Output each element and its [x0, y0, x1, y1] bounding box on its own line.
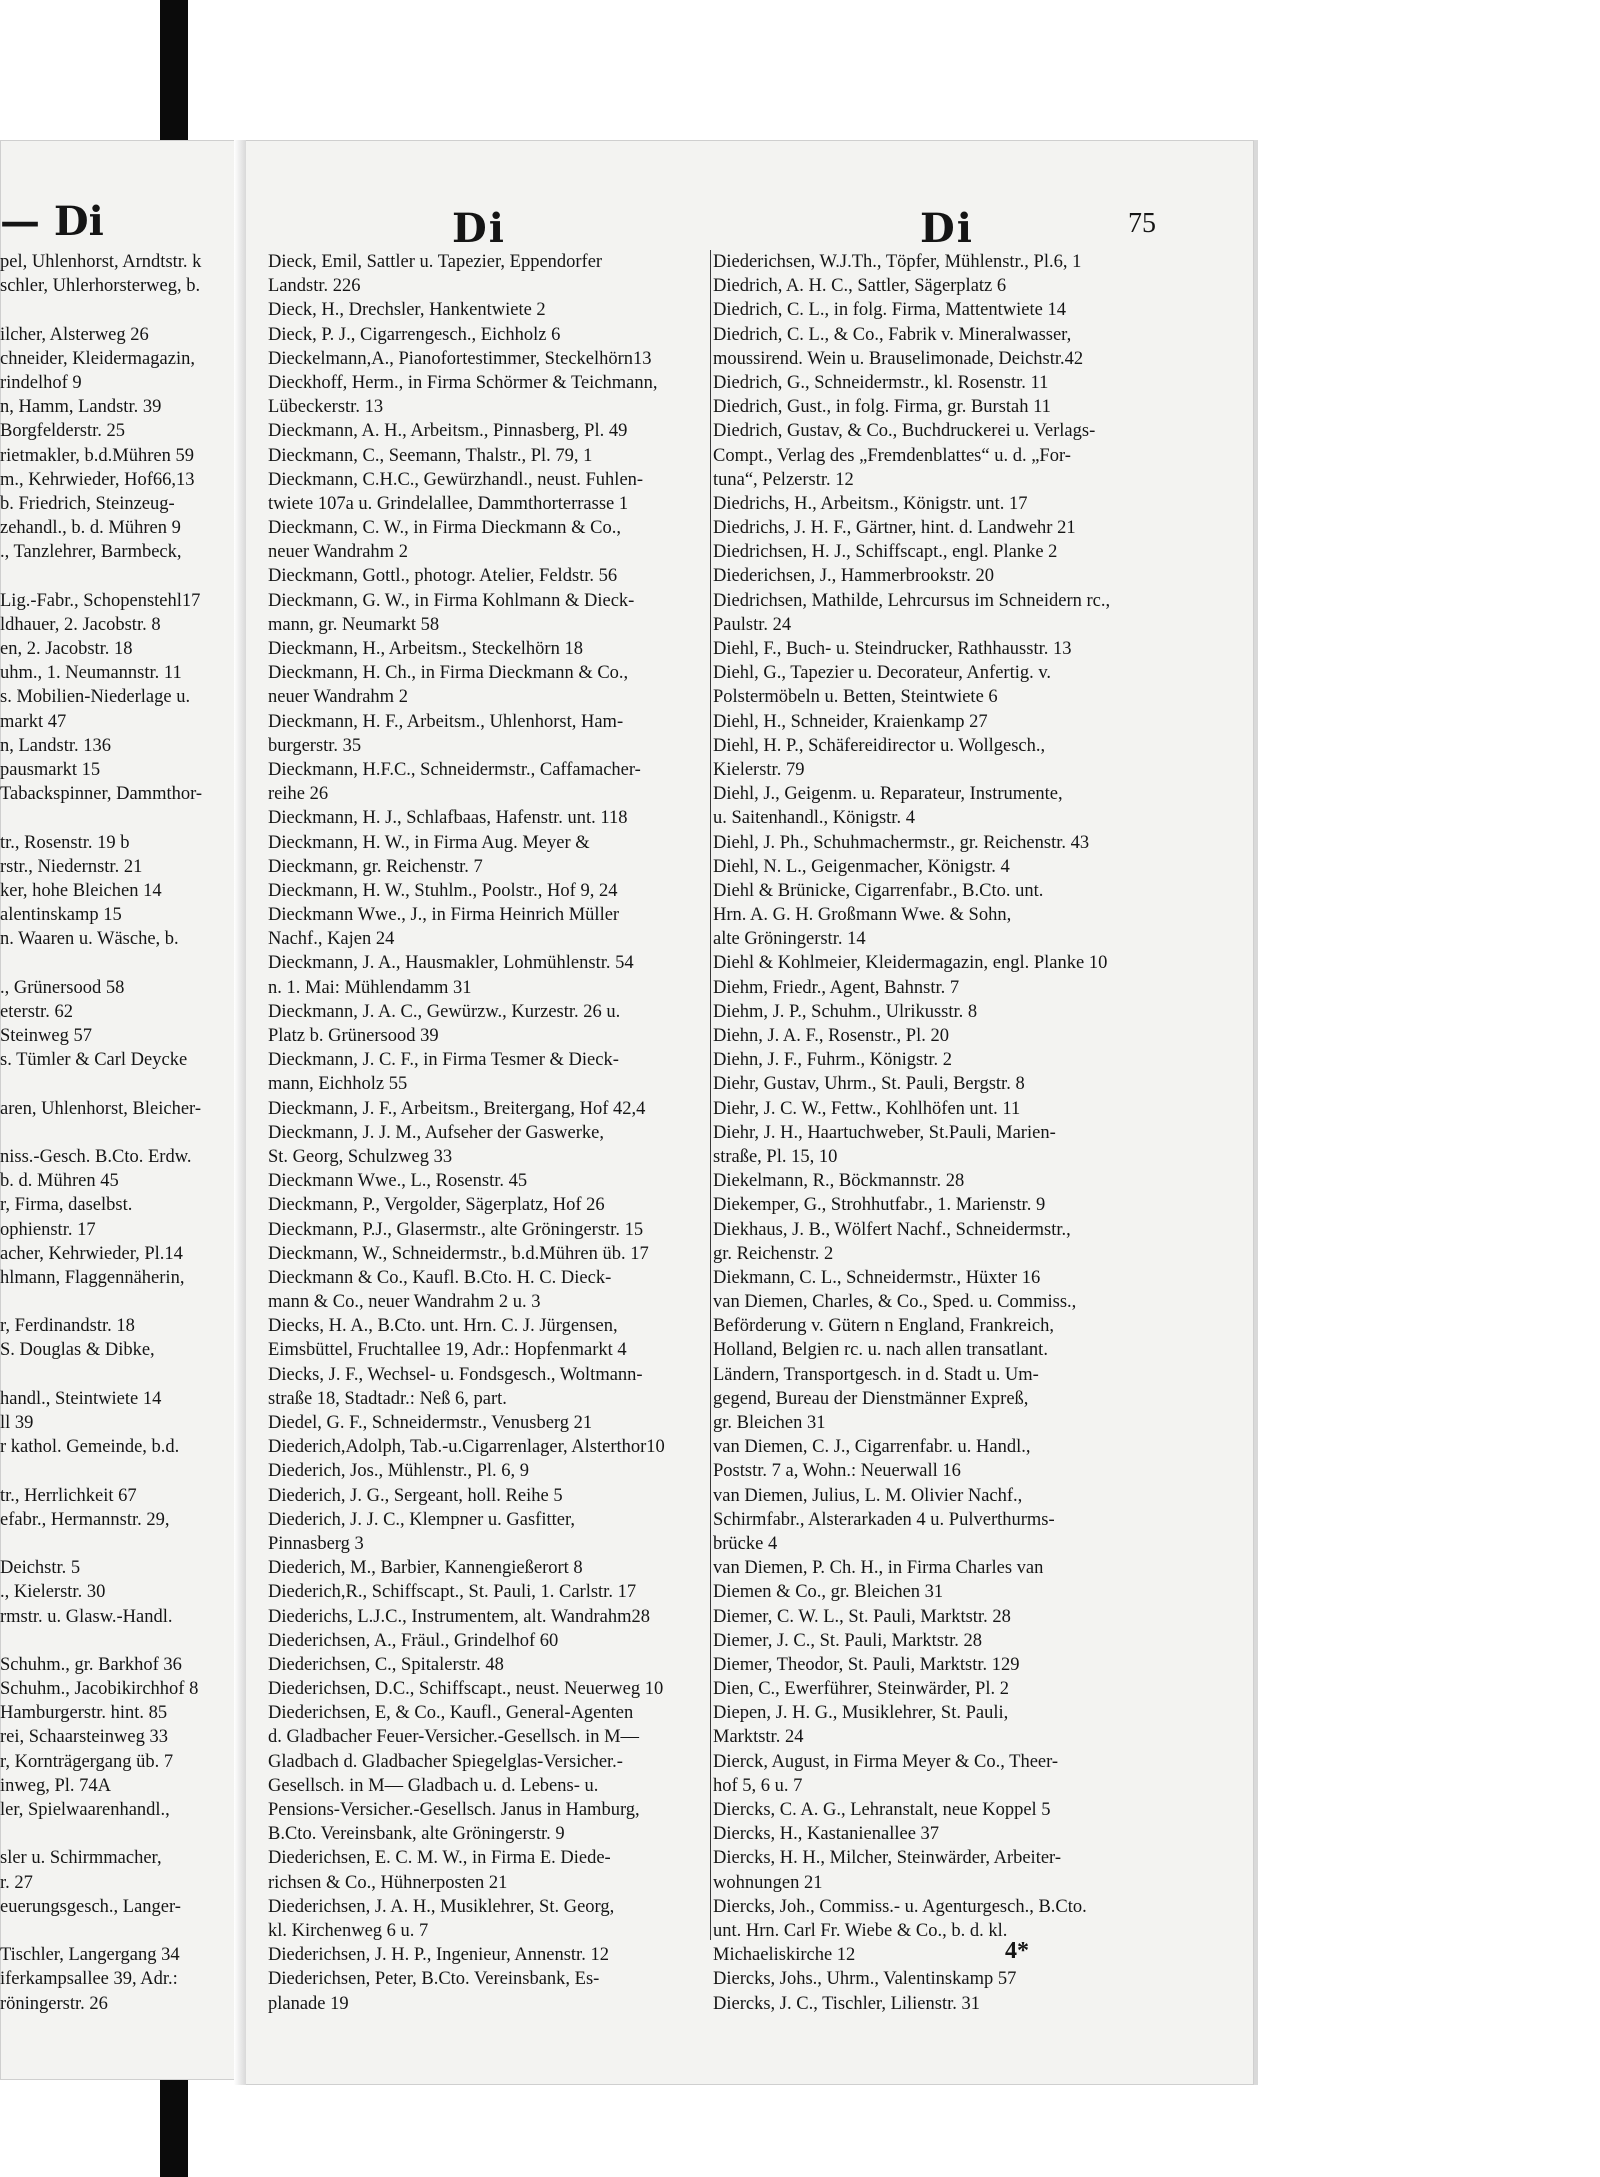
- directory-entry-line: ldhauer, 2. Jacobstr. 8: [0, 614, 161, 635]
- directory-entry-line: Diederichsen, A., Fräul., Grindelhof 60: [268, 1630, 559, 1651]
- directory-entry-line: acher, Kehrwieder, Pl.14: [0, 1243, 183, 1264]
- directory-entry-line: Poststr. 7 a, Wohn.: Neuerwall 16: [713, 1461, 961, 1482]
- directory-entry-line: Diederichsen, J. H. P., Ingenieur, Annenstr. 12: [268, 1945, 609, 1966]
- directory-entry-line: Gladbach d. Gladbacher Spiegelglas-Versicher.-: [268, 1751, 623, 1772]
- directory-entry-line: Dieckmann, gr. Reichenstr. 7: [268, 856, 483, 877]
- directory-entry-line: Beförderung v. Gütern n England, Frankreich,: [713, 1316, 1054, 1337]
- directory-entry-line: Dieckelmann,A., Pianofortestimmer, Steckelhörn13: [268, 348, 652, 369]
- directory-entry-line: Compt., Verlag des „Fremdenblattes“ u. d. „For-: [713, 445, 1071, 466]
- directory-entry-line: Diemer, C. W. L., St. Pauli, Marktstr. 28: [713, 1606, 1011, 1627]
- directory-entry-line: aren, Uhlenhorst, Bleicher-: [0, 1098, 201, 1119]
- directory-entry-line: m., Kehrwieder, Hof66,13: [0, 469, 195, 490]
- directory-entry-line: Diehm, Friedr., Agent, Bahnstr. 7: [713, 977, 960, 998]
- directory-entry-line: Dieckmann, J. F., Arbeitsm., Breitergang, Hof 42,4: [268, 1098, 646, 1119]
- directory-entry-line: Diedrichsen, Mathilde, Lehrcursus im Schneidern rc.,: [713, 590, 1111, 611]
- directory-entry-line: Diercks, H. H., Milcher, Steinwärder, Arbeiter-: [713, 1848, 1061, 1869]
- directory-entry-line: Diehl, G., Tapezier u. Decorateur, Anfertig. v.: [713, 663, 1052, 684]
- directory-entry-line: B.Cto. Vereinsbank, alte Gröningerstr. 9: [268, 1824, 565, 1845]
- directory-entry-line: Diedrich, C. L., in folg. Firma, Mattentwiete 14: [713, 300, 1066, 321]
- directory-entry-line: Diehl & Brünicke, Cigarrenfabr., B.Cto. unt.: [713, 880, 1044, 901]
- directory-entry-line: Dien, C., Ewerführer, Steinwärder, Pl. 2: [713, 1679, 1009, 1700]
- directory-entry-line: n, Hamm, Landstr. 39: [0, 397, 162, 418]
- directory-entry-line: zehandl., b. d. Mühren 9: [0, 518, 181, 539]
- directory-entry-line: Diecks, J. F., Wechsel- u. Fondsgesch., Woltmann-: [268, 1364, 643, 1385]
- directory-entry-line: Diercks, J. C., Tischler, Lilienstr. 31: [713, 1993, 980, 2014]
- directory-entry-line: d. Gladbacher Feuer-Versicher.-Gesellsch. in M—: [268, 1727, 640, 1748]
- directory-entry-line: wohnungen 21: [713, 1872, 823, 1893]
- directory-entry-line: euerungsgesch., Langer-: [0, 1896, 181, 1917]
- directory-entry-line: Diederichsen, E. C. M. W., in Firma E. Diede-: [268, 1848, 611, 1869]
- directory-entry-line: pel, Uhlenhorst, Arndtstr. k: [0, 252, 202, 272]
- directory-entry-line: Dieckmann, J. J. M., Aufseher der Gaswerke,: [268, 1122, 604, 1143]
- right-running-head: Di: [920, 205, 974, 252]
- directory-entry-line: Dieckmann, J. A. C., Gewürzw., Kurzestr. 26 u.: [268, 1001, 621, 1022]
- directory-entry-line: schler, Uhlerhorsterweg, b.: [0, 276, 201, 297]
- directory-entry-line: [0, 1919, 208, 1943]
- directory-entry-line: Michaeliskirche 12: [713, 1945, 856, 1966]
- directory-entry-line: mann & Co., neuer Wandrahm 2 u. 3: [268, 1292, 541, 1313]
- directory-entry-line: Diepen, J. H. G., Musiklehrer, St. Pauli,: [713, 1703, 1009, 1724]
- directory-entry-line: Dieckmann & Co., Kaufl. B.Cto. H. C. Dieck-: [268, 1267, 612, 1288]
- directory-entry-line: van Diemen, P. Ch. H., in Firma Charles van: [713, 1558, 1044, 1579]
- directory-entry-line: Dieckmann, H. F., Arbeitsm., Uhlenhorst, Ham-: [268, 711, 624, 732]
- directory-entry-line: Diederichsen, Peter, B.Cto. Vereinsbank, Es-: [268, 1969, 600, 1990]
- directory-entry-line: Dieckmann, H. Ch., in Firma Dieckmann & Co.,: [268, 663, 629, 684]
- directory-entry-line: Pensions-Versicher.-Gesellsch. Janus in Hamburg,: [268, 1800, 640, 1820]
- directory-entry-line: twiete 107a u. Grindelallee, Dammthorterrasse 1: [268, 493, 629, 514]
- directory-entry-line: S. Douglas & Dibke,: [0, 1340, 155, 1361]
- directory-entry-line: Dieckmann, H. J., Schlafbaas, Hafenstr. unt. 118: [268, 808, 628, 829]
- directory-entry-line: gr. Reichenstr. 2: [713, 1243, 834, 1264]
- directory-entry-line: Tabackspinner, Dammthor-: [0, 784, 203, 805]
- directory-entry-line: van Diemen, Charles, & Co., Sped. u. Commiss.,: [713, 1292, 1077, 1313]
- directory-entry-line: r, Kornträgergang üb. 7: [0, 1751, 174, 1772]
- page-number: 75: [1128, 208, 1156, 239]
- directory-entry-line: Dieckmann, H.F.C., Schneidermstr., Caffamacher-: [268, 759, 641, 780]
- directory-entry-line: inweg, Pl. 74A: [0, 1775, 111, 1796]
- directory-entry-line: Dieckmann, C., Seemann, Thalstr., Pl. 79, 1: [268, 445, 593, 466]
- directory-entry-line: hof 5, 6 u. 7: [713, 1775, 803, 1796]
- directory-entry-line: ll 39: [0, 1413, 34, 1433]
- directory-entry-line: richsen & Co., Hühnerposten 21: [268, 1872, 508, 1893]
- directory-entry-line: tr., Rosenstr. 19 b: [0, 832, 130, 853]
- directory-entry-line: Diedrich, A. H. C., Sattler, Sägerplatz 6: [713, 276, 1007, 297]
- directory-entry-line: n. Waaren u. Wäsche, b.: [0, 929, 179, 950]
- directory-entry-line: Dieckmann, P., Vergolder, Sägerplatz, Hof 26: [268, 1195, 605, 1216]
- directory-entry-line: Diederich, J. J. C., Klempner u. Gasfitter,: [268, 1509, 576, 1530]
- directory-entry-line: r kathol. Gemeinde, b.d.: [0, 1437, 180, 1458]
- directory-entry-line: Diehl, N. L., Geigenmacher, Königstr. 4: [713, 856, 1010, 877]
- directory-entry-line: Diedrich, Gustav, & Co., Buchdruckerei u. Verlags-: [713, 421, 1096, 442]
- directory-entry-line: [0, 1121, 208, 1145]
- directory-entry-line: ., Tanzlehrer, Barmbeck,: [0, 542, 182, 563]
- directory-entry-line: Dieckmann Wwe., L., Rosenstr. 45: [268, 1171, 528, 1192]
- directory-entry-line: Lübeckerstr. 13: [268, 397, 384, 418]
- directory-entry-line: mann, gr. Neumarkt 58: [268, 614, 440, 635]
- directory-entry-line: Lig.-Fabr., Schopenstehl17: [0, 590, 201, 611]
- directory-entry-line: alte Gröningerstr. 14: [713, 929, 866, 950]
- directory-entry-line: Diekmann, C. L., Schneidermstr., Hüxter 16: [713, 1267, 1041, 1288]
- directory-entry-line: handl., Steintwiete 14: [0, 1388, 162, 1409]
- directory-entry-line: pausmarkt 15: [0, 759, 101, 780]
- directory-entry-line: [0, 1629, 208, 1653]
- directory-entry-line: Diercks, H., Kastanienallee 37: [713, 1824, 940, 1845]
- directory-entry-line: rmstr. u. Glasw.-Handl.: [0, 1606, 173, 1627]
- directory-entry-line: Marktstr. 24: [713, 1727, 804, 1748]
- directory-entry-line: Dieckmann Wwe., J., in Firma Heinrich Müller: [268, 905, 620, 926]
- directory-entry-line: Dieckmann, C.H.C., Gewürzhandl., neust. Fuhlen-: [268, 469, 644, 490]
- directory-entry-line: Diedrich, C. L., & Co., Fabrik v. Mineralwasser,: [713, 324, 1072, 345]
- directory-entry-line: ker, hohe Bleichen 14: [0, 880, 162, 901]
- directory-entry-line: Diederichs, L.J.C., Instrumentem, alt. Wandrahm28: [268, 1606, 650, 1627]
- directory-entry-line: chneider, Kleidermagazin,: [0, 348, 195, 369]
- right-column-entries: [713, 250, 1168, 2016]
- directory-entry-line: Holland, Belgien rc. u. nach allen transatlant.: [713, 1340, 1048, 1361]
- directory-entry-line: Diehl, F., Buch- u. Steindrucker, Rathhausstr. 13: [713, 639, 1072, 659]
- directory-entry-line: Diemen & Co., gr. Bleichen 31: [713, 1582, 944, 1603]
- directory-entry-line: Hamburgerstr. hint. 85: [0, 1703, 168, 1724]
- directory-entry-line: Dieckmann, J. C. F., in Firma Tesmer & Dieck-: [268, 1050, 619, 1071]
- directory-entry-line: ., Grünersood 58: [0, 977, 125, 998]
- directory-entry-line: Diedrich, Gust., in folg. Firma, gr. Burstah 11: [713, 397, 1051, 418]
- directory-entry-line: Schuhm., gr. Barkhof 36: [0, 1654, 182, 1675]
- directory-entry-line: planade 19: [268, 1993, 349, 2014]
- directory-entry-line: Diederich,Adolph, Tab.-u.Cigarrenlager, Alsterthor10: [268, 1437, 665, 1458]
- directory-entry-line: Diehl, J. Ph., Schuhmachermstr., gr. Reichenstr. 43: [713, 832, 1090, 853]
- directory-entry-line: Diedel, G. F., Schneidermstr., Venusberg 21: [268, 1413, 593, 1433]
- directory-entry-line: markt 47: [0, 711, 67, 732]
- directory-entry-line: s. Tümler & Carl Deycke: [0, 1050, 188, 1071]
- directory-entry-line: Diehr, J. C. W., Fettw., Kohlhöfen unt. 11: [713, 1098, 1021, 1119]
- directory-entry-line: Diederichsen, D.C., Schiffscapt., neust. Neuerweg 10: [268, 1679, 664, 1700]
- directory-entry-line: n. 1. Mai: Mühlendamm 31: [268, 977, 472, 998]
- directory-entry-line: Dieckmann, H., Arbeitsm., Steckelhörn 18: [268, 639, 583, 659]
- directory-entry-line: Dieckmann, H. W., in Firma Aug. Meyer &: [268, 832, 590, 853]
- directory-entry-line: Tischler, Langergang 34: [0, 1945, 180, 1966]
- directory-entry-line: [0, 951, 208, 975]
- directory-entry-line: Diederichsen, J. A. H., Musiklehrer, St. Georg,: [268, 1896, 615, 1917]
- directory-entry-line: r. 27: [0, 1872, 33, 1893]
- directory-entry-line: Schirmfabr., Alsterarkaden 4 u. Pulverthurms-: [713, 1509, 1055, 1530]
- directory-entry-line: [0, 564, 208, 588]
- directory-entry-line: Dieckmann, H. W., Stuhlm., Poolstr., Hof 9, 24: [268, 880, 618, 901]
- directory-entry-line: Diehn, J. F., Fuhrm., Königstr. 2: [713, 1050, 953, 1071]
- directory-entry-line: rietmakler, b.d.Mühren 59: [0, 445, 194, 466]
- directory-entry-line: b. Friedrich, Steinzeug-: [0, 493, 175, 514]
- directory-entry-line: Diehl & Kohlmeier, Kleidermagazin, engl. Planke 10: [713, 953, 1108, 974]
- directory-entry-line: unt. Hrn. Carl Fr. Wiebe & Co., b. d. kl.: [713, 1920, 1008, 1941]
- left-page-header: — Di: [0, 198, 104, 245]
- directory-entry-line: Diederichsen, J., Hammerbrookstr. 20: [713, 566, 995, 587]
- directory-entry-line: Diehl, H., Schneider, Kraienkamp 27: [713, 711, 988, 732]
- directory-entry-line: ., Kielerstr. 30: [0, 1582, 106, 1603]
- directory-entry-line: Steinweg 57: [0, 1026, 92, 1046]
- directory-entry-line: gegend, Bureau der Dienstmänner Expreß,: [713, 1388, 1029, 1409]
- directory-entry-line: Dieckmann, Gottl., photogr. Atelier, Feldstr. 56: [268, 566, 618, 587]
- directory-entry-line: efabr., Hermannstr. 29,: [0, 1509, 170, 1530]
- directory-entry-line: Diederichsen, C., Spitalerstr. 48: [268, 1654, 504, 1675]
- directory-entry-line: Diemer, J. C., St. Pauli, Marktstr. 28: [713, 1630, 983, 1651]
- directory-entry-line: Dieckmann, P.J., Glasermstr., alte Gröningerstr. 15: [268, 1219, 644, 1240]
- directory-entry-line: tuna“, Pelzerstr. 12: [713, 469, 854, 490]
- directory-entry-line: gr. Bleichen 31: [713, 1413, 826, 1433]
- directory-entry-line: Dieckmann, C. W., in Firma Dieckmann & Co.,: [268, 518, 621, 539]
- directory-entry-line: ophienstr. 17: [0, 1219, 96, 1240]
- directory-entry-line: neuer Wandrahm 2: [268, 687, 408, 708]
- directory-entry-line: Diehl, J., Geigenm. u. Reparateur, Instrumente,: [713, 784, 1063, 805]
- directory-entry-line: [0, 1290, 208, 1314]
- directory-entry-line: r, Firma, daselbst.: [0, 1195, 133, 1216]
- directory-entry-line: Dieckmann, J. A., Hausmakler, Lohmühlenstr. 54: [268, 953, 634, 974]
- directory-entry-line: brücke 4: [713, 1533, 778, 1554]
- directory-entry-line: r, Ferdinandstr. 18: [0, 1316, 135, 1337]
- directory-entry-line: Pinnasberg 3: [268, 1533, 364, 1554]
- directory-entry-line: Diedrichs, J. H. F., Gärtner, hint. d. Landwehr 21: [713, 518, 1076, 539]
- directory-entry-line: Dieckhoff, Herm., in Firma Schörmer & Teichmann,: [268, 372, 658, 393]
- directory-entry-line: Diecks, H. A., B.Cto. unt. Hrn. C. J. Jürgensen,: [268, 1316, 618, 1337]
- directory-entry-line: niss.-Gesch. B.Cto. Erdw.: [0, 1146, 192, 1167]
- directory-entry-line: Diekemper, G., Strohhutfabr., 1. Marienstr. 9: [713, 1195, 1046, 1216]
- directory-entry-line: Diercks, C. A. G., Lehranstalt, neue Koppel 5: [713, 1800, 1051, 1820]
- directory-entry-line: [0, 806, 208, 830]
- directory-entry-line: Gesellsch. in M— Gladbach u. d. Lebens- u.: [268, 1775, 599, 1796]
- directory-entry-line: Dieck, H., Drechsler, Hankentwiete 2: [268, 300, 546, 321]
- directory-entry-line: Diederich, M., Barbier, Kannengießerort 8: [268, 1558, 583, 1579]
- directory-entry-line: Dieck, P. J., Cigarrengesch., Eichholz 6: [268, 324, 561, 345]
- directory-entry-line: Diederichsen, E, & Co., Kaufl., General-Agenten: [268, 1703, 634, 1724]
- directory-entry-line: n, Landstr. 136: [0, 735, 111, 756]
- directory-entry-line: [0, 1459, 208, 1483]
- directory-entry-line: straße, Pl. 15, 10: [713, 1146, 838, 1167]
- directory-entry-line: ler, Spielwaarenhandl.,: [0, 1800, 170, 1820]
- directory-entry-line: [0, 1532, 208, 1556]
- directory-entry-line: burgerstr. 35: [268, 735, 362, 756]
- directory-entry-line: ilcher, Alsterweg 26: [0, 324, 149, 345]
- directory-entry-line: b. d. Mühren 45: [0, 1171, 119, 1192]
- directory-entry-line: rindelhof 9: [0, 372, 82, 393]
- directory-entry-line: Eimsbüttel, Fruchtallee 19, Adr.: Hopfenmarkt 4: [268, 1340, 627, 1361]
- directory-entry-line: Diehn, J. A. F., Rosenstr., Pl. 20: [713, 1026, 949, 1046]
- directory-entry-line: Diekhaus, J. B., Wölfert Nachf., Schneidermstr.,: [713, 1219, 1071, 1240]
- middle-column-entries: [268, 250, 708, 2016]
- directory-entry-line: Diederich, J. G., Sergeant, holl. Reihe 5: [268, 1485, 563, 1506]
- directory-entry-line: Diercks, Joh., Commiss.- u. Agenturgesch., B.Cto.: [713, 1896, 1087, 1917]
- directory-entry-line: röningerstr. 26: [0, 1993, 108, 2014]
- directory-entry-line: Dieck, Emil, Sattler u. Tapezier, Eppendorfer: [268, 252, 603, 272]
- directory-entry-line: Diehr, J. H., Haartuchweber, St.Pauli, Marien-: [713, 1122, 1056, 1143]
- directory-entry-line: straße 18, Stadtadr.: Neß 6, part.: [268, 1388, 507, 1409]
- directory-entry-line: Landstr. 226: [268, 276, 361, 297]
- directory-entry-line: St. Georg, Schulzweg 33: [268, 1146, 453, 1167]
- directory-entry-line: Schuhm., Jacobikirchhof 8: [0, 1679, 199, 1700]
- directory-entry-line: [0, 298, 208, 322]
- directory-entry-line: Kielerstr. 79: [713, 759, 805, 780]
- directory-entry-line: alentinskamp 15: [0, 905, 122, 926]
- directory-entry-line: iferkampsallee 39, Adr.:: [0, 1969, 178, 1990]
- directory-entry-line: sler u. Schirmmacher,: [0, 1848, 162, 1869]
- directory-entry-line: rei, Schaarsteinweg 33: [0, 1727, 168, 1748]
- directory-entry-line: Nachf., Kajen 24: [268, 929, 395, 950]
- directory-entry-line: [0, 1363, 208, 1387]
- directory-entry-line: mann, Eichholz 55: [268, 1074, 408, 1095]
- center-running-head: Di: [452, 205, 506, 252]
- directory-entry-line: Diederich,R., Schiffscapt., St. Pauli, 1. Carlstr. 17: [268, 1582, 637, 1603]
- directory-entry-line: Diehr, Gustav, Uhrm., St. Pauli, Bergstr. 8: [713, 1074, 1025, 1095]
- column-divider: [710, 250, 711, 1940]
- directory-entry-line: rstr., Niedernstr. 21: [0, 856, 143, 877]
- directory-entry-line: en, 2. Jacobstr. 18: [0, 639, 133, 659]
- directory-entry-line: Platz b. Grünersood 39: [268, 1026, 439, 1046]
- directory-entry-line: Borgfelderstr. 25: [0, 421, 126, 442]
- directory-entry-line: tr., Herrlichkeit 67: [0, 1485, 137, 1506]
- directory-entry-line: reihe 26: [268, 784, 329, 805]
- directory-entry-line: Hrn. A. G. H. Großmann Wwe. & Sohn,: [713, 905, 1012, 926]
- directory-entry-line: Diemer, Theodor, St. Pauli, Marktstr. 129: [713, 1654, 1020, 1675]
- directory-entry-line: Dieckmann, G. W., in Firma Kohlmann & Dieck-: [268, 590, 635, 611]
- directory-entry-line: Dieckmann, A. H., Arbeitsm., Pinnasberg, Pl. 49: [268, 421, 628, 442]
- directory-entry-line: Diedrichsen, H. J., Schiffscapt., engl. Planke 2: [713, 542, 1058, 563]
- directory-entry-line: Diedrich, G., Schneidermstr., kl. Rosenstr. 11: [713, 372, 1049, 393]
- directory-entry-line: Diehl, H. P., Schäfereidirector u. Wollgesch.,: [713, 735, 1046, 756]
- directory-entry-line: Diederich, Jos., Mühlenstr., Pl. 6, 9: [268, 1461, 530, 1482]
- directory-entry-line: van Diemen, C. J., Cigarrenfabr. u. Handl.,: [713, 1437, 1031, 1458]
- directory-entry-line: Diedrichs, H., Arbeitsm., Königstr. unt. 17: [713, 493, 1028, 514]
- directory-entry-line: van Diemen, Julius, L. M. Olivier Nachf.,: [713, 1485, 1023, 1506]
- directory-entry-line: u. Saitenhandl., Königstr. 4: [713, 808, 915, 829]
- directory-entry-line: kl. Kirchenweg 6 u. 7: [268, 1920, 429, 1941]
- directory-entry-line: Diehm, J. P., Schuhm., Ulrikusstr. 8: [713, 1001, 978, 1022]
- directory-entry-line: Paulstr. 24: [713, 614, 792, 635]
- left-column-entries: [0, 250, 208, 2016]
- directory-entry-line: eterstr. 62: [0, 1001, 73, 1022]
- signature-mark: 4*: [1005, 1938, 1029, 1964]
- directory-entry-line: [0, 1072, 208, 1096]
- directory-entry-line: Dieckmann, W., Schneidermstr., b.d.Mühren üb. 17: [268, 1243, 649, 1264]
- directory-entry-line: uhm., 1. Neumannstr. 11: [0, 663, 182, 684]
- directory-entry-line: Diekelmann, R., Böckmannstr. 28: [713, 1171, 965, 1192]
- directory-entry-line: hlmann, Flaggennäherin,: [0, 1267, 185, 1288]
- directory-entry-line: Deichstr. 5: [0, 1558, 81, 1579]
- directory-entry-line: s. Mobilien-Niederlage u.: [0, 687, 191, 708]
- directory-entry-line: [0, 1822, 208, 1846]
- directory-entry-line: Diederichsen, W.J.Th., Töpfer, Mühlenstr., Pl.6, 1: [713, 252, 1082, 272]
- directory-entry-line: Polstermöbeln u. Betten, Steintwiete 6: [713, 687, 998, 708]
- directory-entry-line: Dierck, August, in Firma Meyer & Co., Theer-: [713, 1751, 1059, 1772]
- directory-entry-line: neuer Wandrahm 2: [268, 542, 408, 563]
- directory-entry-line: moussirend. Wein u. Brauselimonade, Deichstr.42: [713, 348, 1084, 369]
- directory-entry-line: Diercks, Johs., Uhrm., Valentinskamp 57: [713, 1969, 1017, 1990]
- directory-entry-line: Ländern, Transportgesch. in d. Stadt u. Um-: [713, 1364, 1039, 1385]
